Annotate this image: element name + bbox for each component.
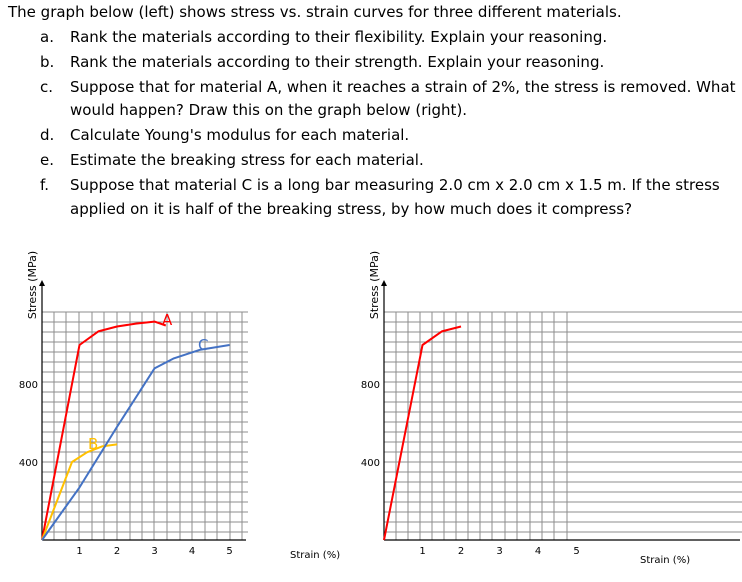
y-tick-label: 400 bbox=[360, 458, 380, 469]
x-tick-label: 5 bbox=[573, 546, 580, 557]
x-axis-label: Strain (%) bbox=[290, 550, 341, 561]
series-A-label: A bbox=[162, 311, 173, 329]
question-text: Rank the materials according to their strength. Explain your reasoning. bbox=[70, 53, 605, 71]
x-tick-label: 2 bbox=[457, 546, 465, 557]
question-letter: c. bbox=[40, 78, 54, 96]
y-axis-label: Stress (MPa) bbox=[26, 250, 39, 320]
question-letter: b. bbox=[40, 53, 55, 71]
question-text: applied on it is half of the breaking stress, by how much does it compress? bbox=[70, 200, 633, 218]
x-tick-label: 3 bbox=[496, 546, 503, 557]
series-B-label: B bbox=[88, 435, 99, 453]
question-letter: d. bbox=[40, 126, 55, 144]
question-letter: f. bbox=[40, 176, 49, 194]
y-tick-label: 400 bbox=[18, 458, 38, 469]
y-axis-arrow bbox=[39, 280, 45, 286]
y-axis-arrow bbox=[381, 280, 387, 286]
x-tick-label: 4 bbox=[534, 546, 542, 557]
question-letter: e. bbox=[40, 151, 54, 169]
series-C-label: C bbox=[198, 336, 209, 354]
question-text: Rank the materials according to their flexibility. Explain your reasoning. bbox=[70, 28, 608, 46]
x-axis-label: Strain (%) bbox=[640, 555, 691, 566]
x-tick-label: 1 bbox=[419, 546, 426, 557]
x-tick-label: 3 bbox=[151, 546, 158, 557]
question-text: Estimate the breaking stress for each material. bbox=[70, 151, 424, 169]
intro-text: The graph below (left) shows stress vs. strain curves for three different materials. bbox=[8, 3, 622, 21]
x-tick-label: 2 bbox=[113, 546, 121, 557]
x-tick-label: 1 bbox=[76, 546, 83, 557]
question-text: Suppose that material C is a long bar measuring 2.0 cm x 2.0 cm x 1.5 m. If the stress bbox=[70, 176, 720, 194]
y-tick-label: 800 bbox=[18, 380, 38, 391]
question-text: would happen? Draw this on the graph below (right). bbox=[70, 101, 468, 119]
x-tick-label: 4 bbox=[188, 546, 196, 557]
question-text: Calculate Young's modulus for each material. bbox=[70, 126, 410, 144]
question-text: Suppose that for material A, when it reaches a strain of 2%, the stress is removed. What bbox=[70, 78, 736, 96]
question-letter: a. bbox=[40, 28, 54, 46]
x-tick-label: 5 bbox=[226, 546, 233, 557]
y-axis-label: Stress (MPa) bbox=[368, 250, 381, 320]
y-tick-label: 800 bbox=[360, 380, 380, 391]
